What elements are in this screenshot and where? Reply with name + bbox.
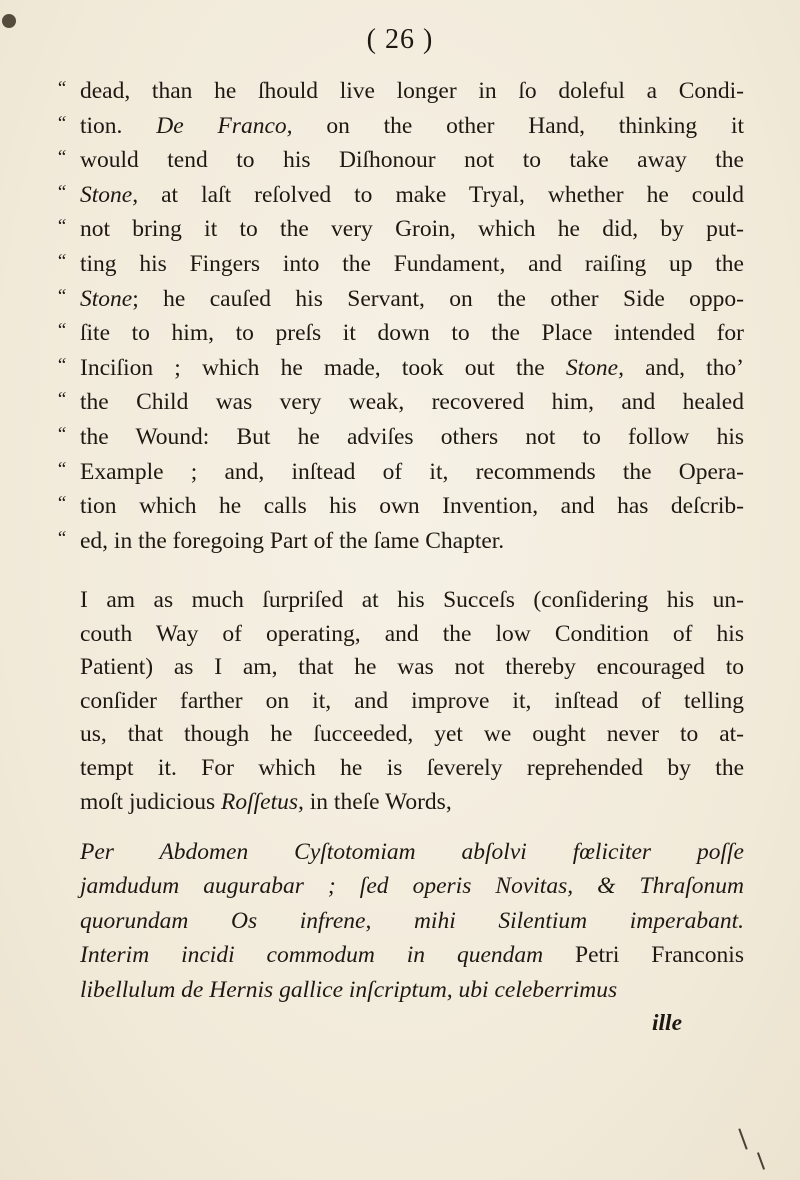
roman-text: the Child was very weak, recovered him, and healed <box>80 389 744 416</box>
quotation-mark: “ <box>56 527 67 549</box>
paragraph-line <box>80 755 744 789</box>
roman-text: ting his Fingers into the Fundament, and raiſing up the <box>80 251 744 277</box>
italic-text: Roſſetus, <box>221 788 304 815</box>
margin-scratch-mark <box>738 1128 747 1149</box>
italic-text: De Franco, <box>156 112 293 139</box>
roman-text: Petri Franconis <box>575 942 744 969</box>
quoted-line <box>56 320 744 354</box>
paragraph-line <box>80 721 744 755</box>
margin-scratch-mark-lower <box>757 1152 765 1170</box>
italic-text: Stone, <box>565 354 624 381</box>
paragraph-line <box>80 621 744 655</box>
paragraph-line <box>80 654 744 688</box>
latin-line <box>80 873 744 907</box>
ink-blot-mark <box>2 14 16 28</box>
roman-text: would tend to his Diſhonour not to take away the <box>80 147 744 174</box>
quotation-mark: “ <box>56 320 67 342</box>
roman-text: tempt it. For which he is ſeverely reprehended by the <box>80 755 744 781</box>
roman-text: at laſt reſolved to make Tryal, whether he could <box>138 181 744 208</box>
quotation-mark: “ <box>56 251 67 272</box>
quotation-mark: “ <box>56 354 67 376</box>
quoted-line <box>56 424 744 458</box>
latin-line <box>80 977 744 1011</box>
roman-text: ſite to him, to preſs it down to the Place intended for <box>80 320 744 347</box>
roman-text: couth Way of operating, and the low Condition of his <box>80 620 744 647</box>
page-number: ( 26 ) <box>366 24 434 55</box>
roman-text: Patient) as I am, that he was not thereby encouraged to <box>80 654 744 681</box>
quotation-mark: “ <box>56 78 67 99</box>
roman-text: I am as much ſurpriſed at his Succeſs (conſidering his un- <box>80 587 744 613</box>
latin-line <box>80 908 744 942</box>
roman-text: tion which he calls his own Invention, and has deſcrib- <box>80 493 744 520</box>
quoted-line <box>56 354 744 389</box>
roman-text: and, tho’ <box>623 354 744 381</box>
roman-text: ; he cauſed his Servant, on the other Side oppo- <box>132 285 744 312</box>
roman-text: tion. <box>80 112 157 139</box>
quotation-mark: “ <box>56 389 67 411</box>
italic-text: Per Abdomen Cyſtotomiam abſolvi fœliciter poſſe <box>80 839 744 865</box>
italic-text: jamdudum augurabar ; ſed operis Novitas, & Thraſonum <box>80 873 744 900</box>
italic-text: Stone <box>80 285 133 312</box>
quoted-line <box>56 527 744 562</box>
italic-text: Interim incidi commodum in quendam <box>80 942 576 969</box>
paragraph-line <box>80 688 744 722</box>
italic-text: quorundam Os infrene, mihi Silentium imperabant. <box>80 907 744 934</box>
commentary-paragraph <box>80 587 744 827</box>
roman-text: conſider farther on it, and improve it, inſtead of telling <box>80 687 744 714</box>
quoted-line <box>56 112 744 147</box>
quoted-line <box>56 216 744 250</box>
quoted-line <box>56 78 744 112</box>
quoted-line <box>56 285 744 320</box>
latin-quotation <box>80 839 744 1019</box>
roman-text: on the other Hand, thinking it <box>292 112 744 139</box>
quotation-mark: “ <box>56 147 67 169</box>
roman-text: the Wound: But he adviſes others not to follow his <box>80 424 744 450</box>
roman-text: dead, than he ſhould live longer in ſo doleful a Condi- <box>80 78 744 104</box>
paragraph-line <box>80 789 744 823</box>
roman-text: moſt judicious <box>80 788 221 815</box>
roman-text: us, that though he ſucceeded, yet we ought never to at- <box>80 721 744 748</box>
catchword: ille <box>652 1010 683 1036</box>
quoted-line <box>56 147 744 181</box>
roman-text: in theſe Words, <box>303 788 452 815</box>
paragraph-line <box>80 587 744 621</box>
quoted-line <box>56 181 744 216</box>
quoted-passage <box>56 78 744 568</box>
roman-text: Example ; and, inſtead of it, recommends the Opera- <box>80 458 744 485</box>
quotation-mark: “ <box>56 285 67 307</box>
quoted-line <box>56 389 744 423</box>
latin-line <box>80 942 744 976</box>
roman-text: ed, in the foregoing Part of the ſame Chapter. <box>80 527 505 554</box>
quotation-mark: “ <box>56 458 67 480</box>
roman-text: Inciſion ; which he made, took out the <box>80 354 566 381</box>
quotation-mark: “ <box>56 112 67 134</box>
quoted-line <box>56 251 744 285</box>
latin-line <box>80 839 744 873</box>
quotation-mark: “ <box>56 493 67 515</box>
quoted-line <box>56 493 744 527</box>
quotation-mark: “ <box>56 181 67 203</box>
quoted-line <box>56 458 744 493</box>
italic-text: libellulum de Hernis gallice inſcriptum, ubi celeberrimus <box>80 976 618 1003</box>
italic-text: Stone, <box>80 181 139 208</box>
quotation-mark: “ <box>56 424 67 445</box>
roman-text: not bring it to the very Groin, which he did, by put- <box>80 216 744 243</box>
quotation-mark: “ <box>56 216 67 238</box>
